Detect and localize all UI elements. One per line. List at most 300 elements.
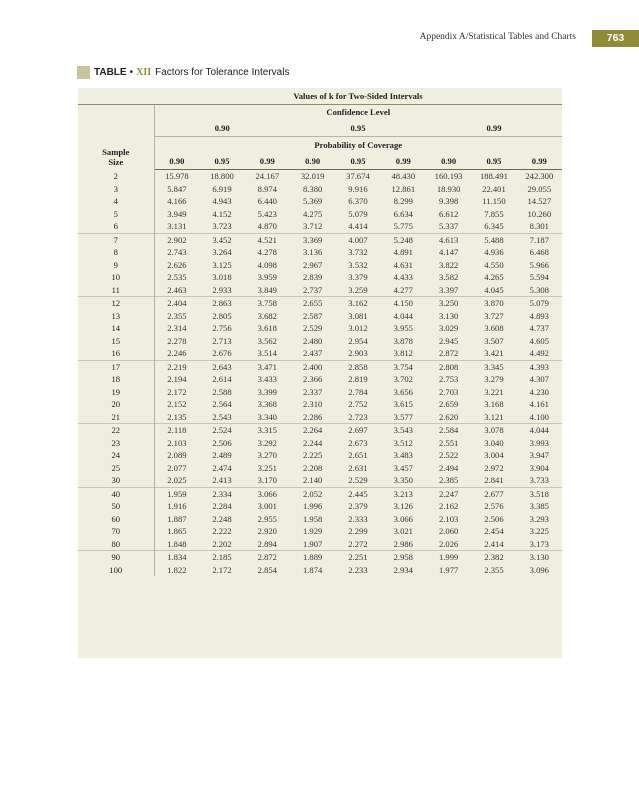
table-row (78, 208, 562, 221)
k-factor-cell: 24.167 (255, 171, 280, 182)
k-factor-cell: 6.919 (212, 183, 232, 194)
sample-size-cell: 13 (78, 310, 154, 323)
sample-size-cell: 14 (78, 322, 154, 335)
k-factor-cell: 3.812 (393, 348, 413, 359)
k-factor-cell: 1.822 (167, 564, 187, 575)
k-factor-cell: 2.972 (484, 462, 504, 473)
k-factor-cell: 2.954 (348, 335, 368, 346)
k-factor-cell: 3.131 (167, 221, 187, 232)
k-factor-cell: 15.978 (165, 171, 189, 182)
k-factor-cell: 2.314 (167, 323, 187, 334)
k-factor-cell: 3.130 (517, 551, 562, 564)
k-factor-cell: 3.225 (529, 526, 549, 537)
k-factor-cell: 2.103 (167, 437, 187, 448)
k-factor-cell: 2.118 (154, 424, 199, 437)
sample-size-cell: 30 (78, 474, 154, 487)
k-factor-cell: 3.293 (529, 513, 549, 524)
k-factor-cell: 3.162 (335, 297, 380, 310)
k-factor-cell: 2.162 (438, 501, 459, 512)
k-factor-cell: 1.996 (302, 501, 323, 512)
k-factor-cell: 3.021 (393, 526, 413, 537)
k-factor-cell: 3.173 (529, 538, 549, 549)
k-factor-cell: 2.967 (302, 259, 323, 270)
k-factor-cell: 2.626 (167, 259, 187, 270)
running-header (0, 30, 639, 47)
k-factor-cell: 3.532 (348, 259, 368, 270)
k-factor-cell: 4.161 (529, 399, 549, 410)
sample-size-cell: 4 (78, 195, 154, 208)
sample-size-cell: 2 (78, 170, 154, 183)
k-factor-cell: 9.398 (438, 196, 459, 207)
k-factor-cell: 4.277 (393, 284, 413, 295)
k-factor-cell: 2.246 (167, 348, 187, 359)
k-factor-cell: 5.847 (167, 183, 187, 194)
sample-size-cell: 19 (78, 386, 154, 399)
k-factor-cell: 3.340 (257, 411, 277, 422)
k-factor-cell: 3.170 (257, 475, 277, 486)
k-factor-cell: 3.955 (393, 323, 413, 334)
k-factor-cell: 2.506 (212, 437, 232, 448)
sample-size-cell: 18 (78, 373, 154, 386)
k-factor-cell: 3.727 (484, 310, 504, 321)
k-factor-cell: 2.945 (438, 335, 459, 346)
k-factor-cell: 4.230 (529, 386, 549, 397)
table-row (78, 462, 562, 475)
k-factor-cell: 3.433 (257, 374, 277, 385)
k-factor-cell: 2.208 (302, 462, 323, 473)
k-factor-cell: 4.045 (484, 284, 504, 295)
k-factor-cell: 2.379 (348, 501, 368, 512)
k-factor-cell: 2.337 (302, 386, 323, 397)
k-factor-cell: 3.136 (302, 247, 323, 258)
k-factor-cell: 3.130 (438, 310, 459, 321)
k-factor-cell: 3.066 (393, 513, 413, 524)
k-factor-cell: 3.949 (167, 208, 187, 219)
k-factor-cell: 1.929 (302, 526, 323, 537)
table-row (78, 474, 562, 487)
k-factor-cell: 3.369 (290, 233, 335, 246)
coverage-value-header: 0.90 (154, 152, 199, 170)
k-factor-cell: 1.834 (154, 551, 199, 564)
k-factor-cell: 2.535 (167, 272, 187, 283)
k-factor-cell: 2.248 (212, 513, 232, 524)
k-factor-cell: 4.007 (335, 233, 380, 246)
coverage-value-header: 0.99 (245, 152, 290, 170)
k-factor-cell: 8.301 (529, 221, 549, 232)
sample-size-cell: 17 (78, 360, 154, 373)
k-factor-cell: 2.659 (438, 399, 459, 410)
sample-size-cell: 11 (78, 284, 154, 297)
k-factor-cell: 2.784 (348, 386, 368, 397)
k-factor-cell: 4.613 (426, 233, 471, 246)
k-factor-cell: 22.401 (482, 183, 506, 194)
k-factor-cell: 5.423 (257, 208, 277, 219)
k-factor-cell: 4.100 (529, 411, 549, 422)
k-factor-cell: 2.272 (348, 538, 368, 549)
k-factor-cell: 6.440 (257, 196, 277, 207)
table-row (78, 424, 562, 437)
k-factor-cell: 4.891 (393, 247, 413, 258)
k-factor-cell: 1.887 (167, 513, 187, 524)
coverage-value-header: 0.90 (426, 152, 471, 170)
k-factor-cell: 3.562 (257, 335, 277, 346)
table-row (78, 398, 562, 411)
k-factor-cell: 1.874 (302, 564, 323, 575)
k-factor-cell: 3.471 (245, 360, 290, 373)
table-body (78, 170, 562, 577)
k-factor-cell: 3.618 (257, 323, 277, 334)
k-factor-cell: 3.259 (348, 284, 368, 295)
k-factor-cell: 3.126 (393, 501, 413, 512)
coverage-value-header: 0.95 (199, 152, 244, 170)
k-factor-cell: 4.521 (245, 233, 290, 246)
table-row (78, 183, 562, 196)
k-factor-cell: 2.588 (212, 386, 232, 397)
table-row (78, 195, 562, 208)
k-factor-cell: 3.397 (438, 284, 459, 295)
k-factor-cell: 2.060 (438, 526, 459, 537)
table-row (78, 220, 562, 233)
k-factor-cell: 2.808 (426, 360, 471, 373)
k-factor-cell: 4.943 (212, 196, 232, 207)
k-factor-cell: 3.001 (257, 501, 277, 512)
k-factor-cell: 2.955 (257, 513, 277, 524)
tolerance-factor-table (78, 88, 562, 576)
k-factor-cell: 2.233 (348, 564, 368, 575)
k-factor-cell: 3.849 (257, 284, 277, 295)
k-factor-cell: 2.902 (154, 233, 199, 246)
k-factor-cell: 2.839 (302, 272, 323, 283)
k-factor-cell: 2.172 (167, 386, 187, 397)
k-factor-cell: 2.587 (302, 310, 323, 321)
k-factor-cell: 2.140 (302, 475, 323, 486)
sample-size-cell: 8 (78, 246, 154, 259)
sample-size-cell: 16 (78, 347, 154, 360)
k-factor-cell: 3.251 (257, 462, 277, 473)
sample-size-cell: 21 (78, 411, 154, 424)
k-factor-cell: 2.494 (438, 462, 459, 473)
k-factor-cell: 3.279 (484, 374, 504, 385)
k-factor-cell: 2.152 (167, 399, 187, 410)
k-factor-cell: 2.185 (199, 551, 244, 564)
k-factor-cell: 4.147 (438, 247, 459, 258)
k-factor-cell: 2.903 (348, 348, 368, 359)
k-factor-cell: 4.393 (517, 360, 562, 373)
k-factor-cell: 2.026 (438, 538, 459, 549)
k-factor-cell: 2.286 (302, 411, 323, 422)
k-factor-cell: 2.933 (212, 284, 232, 295)
k-factor-cell: 4.492 (529, 348, 549, 359)
table-row (78, 284, 562, 297)
table-row (78, 360, 562, 373)
k-factor-cell: 4.631 (393, 259, 413, 270)
k-factor-cell: 3.702 (393, 374, 413, 385)
k-factor-cell: 4.307 (529, 374, 549, 385)
k-factor-cell: 2.385 (438, 475, 459, 486)
k-factor-cell: 3.121 (484, 411, 504, 422)
k-factor-cell: 2.025 (167, 475, 187, 486)
tolerance-factor-table-panel (78, 88, 562, 658)
k-factor-cell: 3.758 (245, 297, 290, 310)
k-factor-cell: 3.608 (484, 323, 504, 334)
table-heading: Values of k for Two-Sided Intervals (154, 88, 562, 105)
k-factor-cell: 5.079 (517, 297, 562, 310)
k-factor-cell: 2.480 (302, 335, 323, 346)
k-factor-cell: 2.278 (167, 335, 187, 346)
k-factor-cell: 2.333 (348, 513, 368, 524)
k-factor-cell: 2.135 (167, 411, 187, 422)
confidence-level-value: 0.95 (290, 119, 426, 137)
k-factor-cell: 3.518 (517, 487, 562, 500)
k-factor-cell: 10.260 (527, 208, 552, 219)
table-row (78, 386, 562, 399)
k-factor-cell: 4.265 (484, 272, 504, 283)
k-factor-cell: 2.551 (438, 437, 459, 448)
k-factor-cell: 5.248 (381, 233, 426, 246)
k-factor-cell: 2.437 (302, 348, 323, 359)
k-factor-cell: 242.300 (525, 171, 554, 182)
k-factor-cell: 6.468 (529, 247, 549, 258)
k-factor-cell: 2.251 (335, 551, 380, 564)
k-factor-cell: 37.674 (346, 171, 370, 182)
k-factor-cell: 2.077 (167, 462, 187, 473)
k-factor-cell: 3.012 (348, 323, 368, 334)
k-factor-cell: 32.019 (300, 171, 325, 182)
k-factor-cell: 2.089 (167, 450, 187, 461)
k-factor-cell: 2.413 (212, 475, 232, 486)
k-factor-cell: 2.489 (212, 450, 232, 461)
k-factor-cell: 2.247 (426, 487, 471, 500)
k-factor-cell: 2.673 (348, 437, 368, 448)
k-factor-cell: 2.805 (212, 310, 232, 321)
k-factor-cell: 2.872 (245, 551, 290, 564)
k-factor-cell: 2.651 (348, 450, 368, 461)
k-factor-cell: 2.655 (290, 297, 335, 310)
k-factor-cell: 29.055 (527, 183, 552, 194)
k-factor-cell: 3.682 (257, 310, 277, 321)
k-factor-cell: 2.958 (381, 551, 426, 564)
k-factor-cell: 3.754 (381, 360, 426, 373)
table-row (78, 373, 562, 386)
sample-size-cell: 9 (78, 259, 154, 272)
k-factor-cell: 2.529 (302, 323, 323, 334)
running-header-title: Appendix A/Statistical Tables and Charts (419, 32, 576, 42)
k-factor-cell: 2.202 (212, 538, 232, 549)
k-factor-cell: 5.775 (393, 221, 413, 232)
coverage-value-header: 0.99 (381, 152, 426, 170)
k-factor-cell: 3.004 (484, 450, 504, 461)
k-factor-cell: 2.404 (154, 297, 199, 310)
k-factor-cell: 2.894 (257, 538, 277, 549)
k-factor-cell: 2.753 (438, 374, 459, 385)
k-factor-cell: 3.457 (393, 462, 413, 473)
confidence-level-value: 0.99 (426, 119, 562, 137)
k-factor-cell: 2.052 (290, 487, 335, 500)
k-factor-cell: 2.743 (167, 247, 187, 258)
k-factor-cell: 5.079 (348, 208, 368, 219)
k-factor-cell: 2.522 (438, 450, 459, 461)
k-factor-cell: 2.737 (302, 284, 323, 295)
page-number: 763 (592, 30, 639, 47)
k-factor-cell: 4.278 (257, 247, 277, 258)
k-factor-cell: 2.355 (167, 310, 187, 321)
k-factor-cell: 2.524 (199, 424, 244, 437)
k-factor-cell: 3.615 (393, 399, 413, 410)
k-factor-cell: 4.605 (529, 335, 549, 346)
k-factor-cell: 2.614 (212, 374, 232, 385)
k-factor-cell: 3.947 (529, 450, 549, 461)
sample-size-cell: 70 (78, 525, 154, 538)
k-factor-cell: 4.737 (529, 323, 549, 334)
sample-size-cell: 25 (78, 462, 154, 475)
k-factor-cell: 2.920 (257, 526, 277, 537)
k-factor-cell: 2.756 (212, 323, 232, 334)
sample-size-cell: 22 (78, 424, 154, 437)
k-factor-cell: 2.334 (199, 487, 244, 500)
k-factor-cell: 3.125 (212, 259, 232, 270)
k-factor-cell: 2.463 (167, 284, 187, 295)
confidence-level-value: 0.90 (154, 119, 290, 137)
table-row (78, 437, 562, 450)
k-factor-cell: 188.491 (479, 171, 508, 182)
k-factor-cell: 3.712 (302, 221, 323, 232)
sample-size-cell: 50 (78, 500, 154, 513)
sample-size-cell: 60 (78, 513, 154, 526)
table-row (78, 564, 562, 577)
k-factor-cell: 3.315 (245, 424, 290, 437)
sample-size-cell: 6 (78, 220, 154, 233)
table-row (78, 335, 562, 348)
k-factor-cell: 3.870 (471, 297, 516, 310)
k-factor-cell: 3.345 (471, 360, 516, 373)
k-factor-cell: 5.308 (529, 284, 549, 295)
k-factor-cell: 1.889 (290, 551, 335, 564)
k-factor-cell: 2.584 (426, 424, 471, 437)
k-factor-cell: 4.893 (529, 310, 549, 321)
coverage-value-header: 0.95 (335, 152, 380, 170)
sample-size-header (78, 105, 154, 170)
table-row (78, 551, 562, 564)
k-factor-cell: 8.299 (393, 196, 413, 207)
k-factor-cell: 3.385 (529, 501, 549, 512)
sample-size-cell: 7 (78, 233, 154, 246)
k-factor-cell: 5.966 (529, 259, 549, 270)
k-factor-cell: 3.656 (393, 386, 413, 397)
k-factor-cell: 2.414 (484, 538, 504, 549)
k-factor-cell: 3.421 (484, 348, 504, 359)
k-factor-cell: 3.350 (393, 475, 413, 486)
k-factor-cell: 3.292 (257, 437, 277, 448)
k-factor-cell: 3.483 (393, 450, 413, 461)
table-row (78, 538, 562, 551)
k-factor-cell: 2.382 (471, 551, 516, 564)
k-factor-cell: 2.697 (335, 424, 380, 437)
k-factor-cell: 2.225 (302, 450, 323, 461)
table-row (78, 233, 562, 246)
k-factor-cell: 3.959 (257, 272, 277, 283)
k-factor-cell: 11.150 (482, 196, 506, 207)
table-header (78, 88, 562, 170)
k-factor-cell: 2.445 (335, 487, 380, 500)
k-factor-cell: 5.337 (438, 221, 459, 232)
k-factor-cell: 7.187 (517, 233, 562, 246)
k-factor-cell: 2.284 (212, 501, 232, 512)
caption-number: XII (136, 67, 152, 78)
k-factor-cell: 14.527 (527, 196, 552, 207)
table-row (78, 525, 562, 538)
k-factor-cell: 2.103 (438, 513, 459, 524)
k-factor-cell: 2.244 (302, 437, 323, 448)
sample-size-cell: 10 (78, 271, 154, 284)
k-factor-cell: 2.529 (348, 475, 368, 486)
k-factor-cell: 4.098 (257, 259, 277, 270)
k-factor-cell: 18.800 (210, 171, 234, 182)
table-row (78, 322, 562, 335)
k-factor-cell: 2.752 (348, 399, 368, 410)
k-factor-cell: 2.355 (484, 564, 504, 575)
k-factor-cell: 3.507 (484, 335, 504, 346)
k-factor-cell: 4.936 (484, 247, 504, 258)
k-factor-cell: 4.275 (302, 208, 323, 219)
k-factor-cell: 3.822 (438, 259, 459, 270)
table-row (78, 310, 562, 323)
k-factor-cell: 8.974 (257, 183, 277, 194)
sample-size-cell: 15 (78, 335, 154, 348)
k-factor-cell: 4.414 (348, 221, 368, 232)
k-factor-cell: 3.514 (257, 348, 277, 359)
k-factor-cell: 2.543 (212, 411, 232, 422)
k-factor-cell: 2.643 (199, 360, 244, 373)
coverage-value-header: 0.95 (471, 152, 516, 170)
k-factor-cell: 48.430 (391, 171, 416, 182)
caption-separator: • (129, 67, 134, 78)
k-factor-cell: 12.861 (391, 183, 416, 194)
k-factor-cell: 3.264 (212, 247, 232, 258)
k-factor-cell: 3.270 (257, 450, 277, 461)
k-factor-cell: 2.366 (302, 374, 323, 385)
k-factor-cell: 2.194 (167, 374, 187, 385)
k-factor-cell: 2.723 (348, 411, 368, 422)
table-row (78, 513, 562, 526)
k-factor-cell: 4.150 (381, 297, 426, 310)
header-corner (78, 88, 154, 105)
k-factor-cell: 3.078 (471, 424, 516, 437)
sample-size-header-line1: Sample (102, 146, 130, 157)
table-row (78, 170, 562, 183)
k-factor-cell: 2.172 (212, 564, 232, 575)
k-factor-cell: 3.096 (529, 564, 549, 575)
k-factor-cell: 1.977 (438, 564, 459, 575)
k-factor-cell: 2.713 (212, 335, 232, 346)
k-factor-cell: 6.634 (393, 208, 413, 219)
k-factor-cell: 4.044 (393, 310, 413, 321)
k-factor-cell: 2.264 (290, 424, 335, 437)
k-factor-cell: 2.858 (335, 360, 380, 373)
k-factor-cell: 1.916 (167, 501, 187, 512)
k-factor-cell: 2.219 (154, 360, 199, 373)
k-factor-cell: 2.620 (438, 411, 459, 422)
confidence-level-header: Confidence Level (326, 107, 391, 117)
k-factor-cell: 2.986 (393, 538, 413, 549)
k-factor-cell: 1.907 (302, 538, 323, 549)
k-factor-cell: 5.594 (529, 272, 549, 283)
k-factor-cell: 1.999 (426, 551, 471, 564)
k-factor-cell: 3.543 (381, 424, 426, 437)
k-factor-cell: 2.222 (212, 526, 232, 537)
sample-size-cell: 24 (78, 449, 154, 462)
sample-size-cell: 90 (78, 551, 154, 564)
coverage-probability-header: Probability of Coverage (314, 139, 403, 150)
